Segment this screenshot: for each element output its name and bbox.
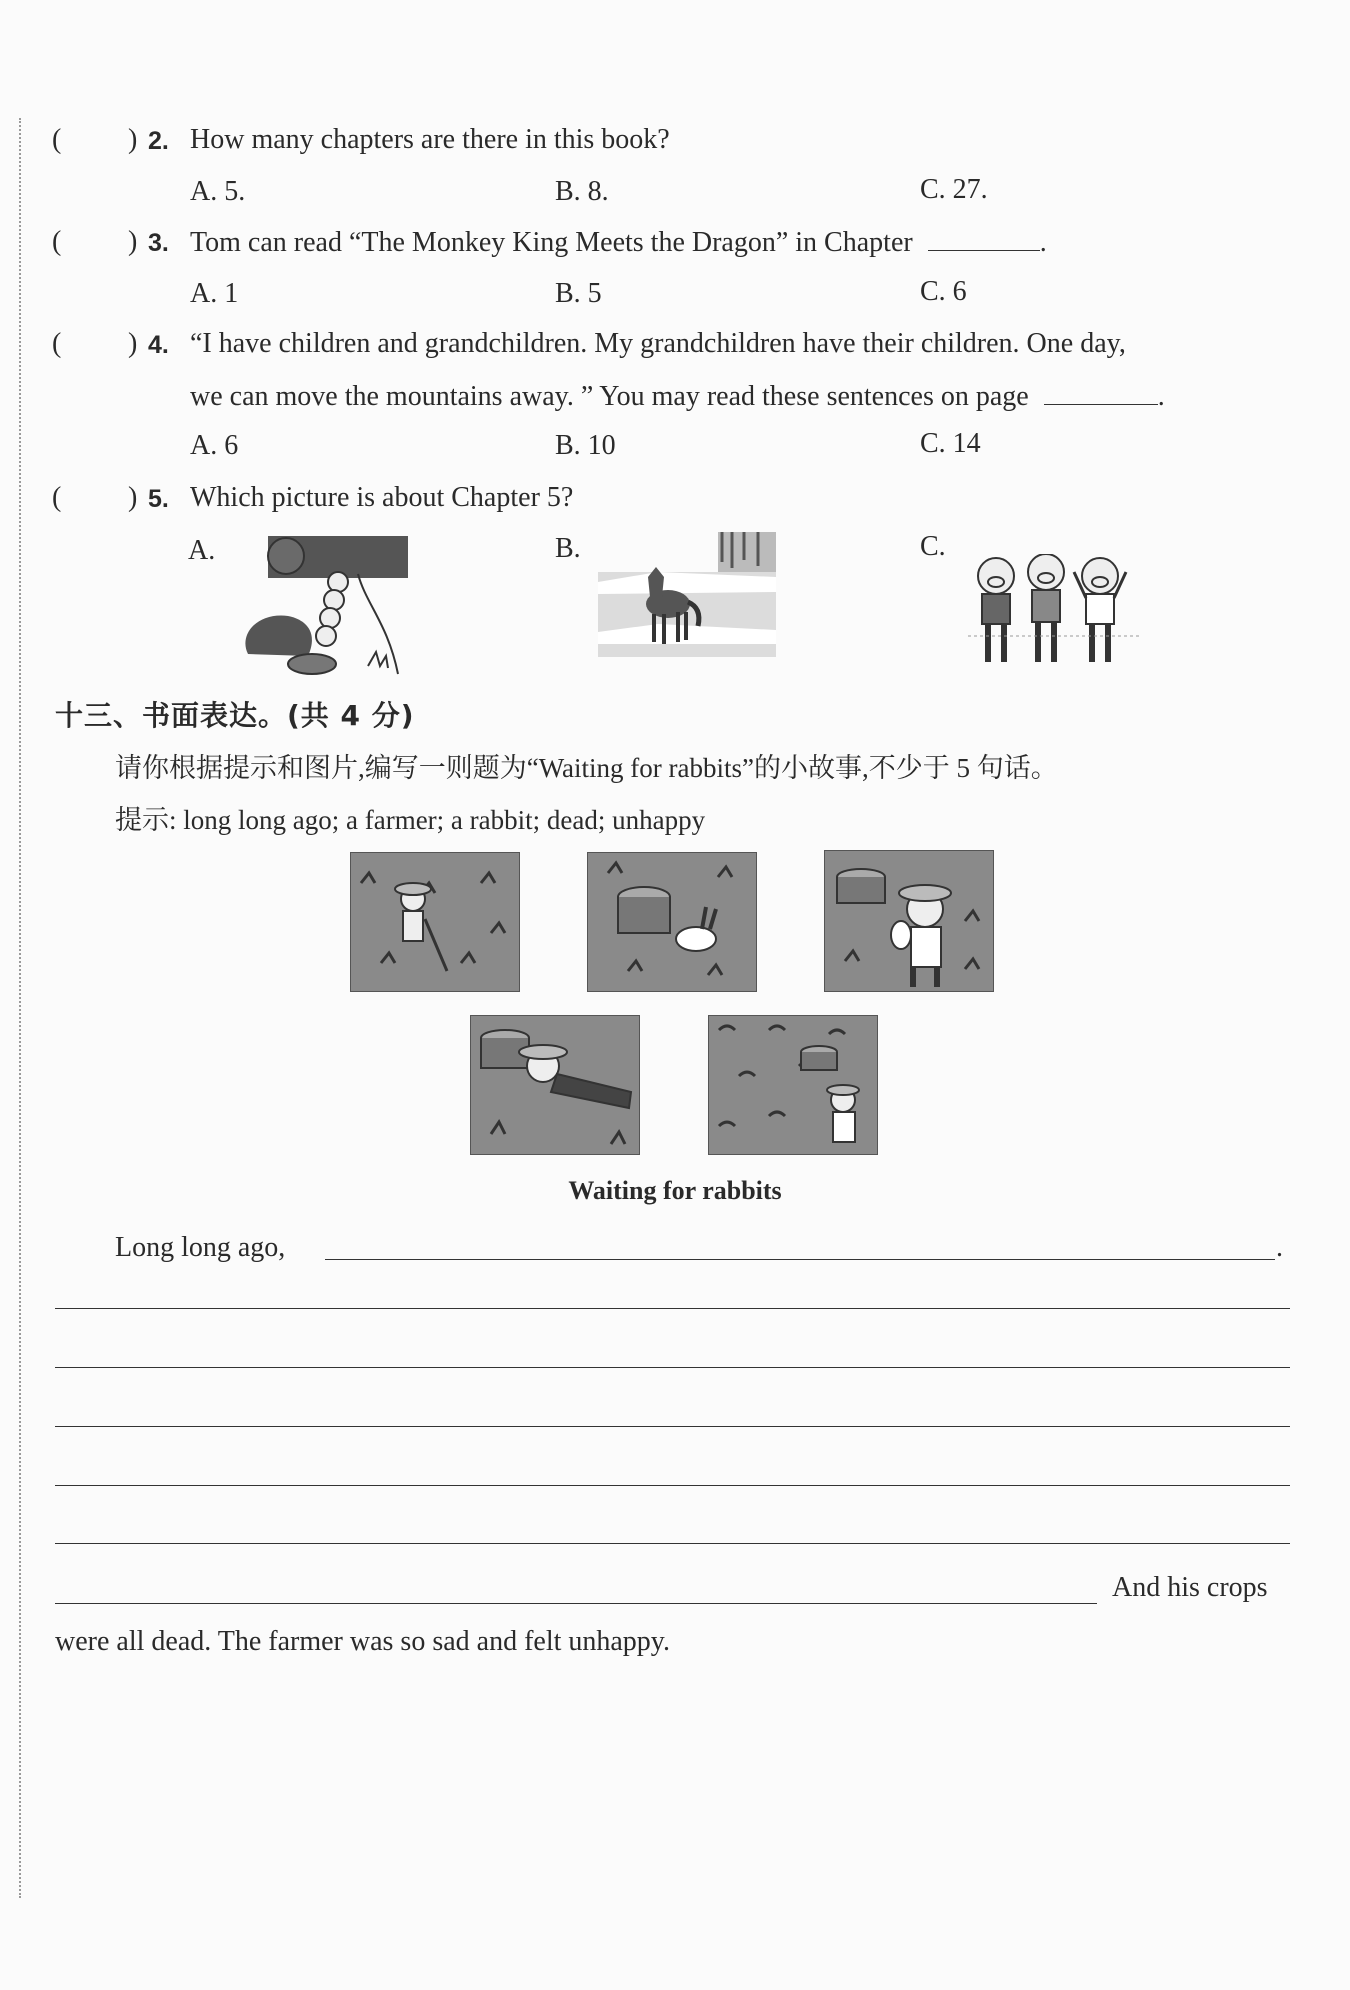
answer-paren-open: ( xyxy=(52,482,62,513)
option-c: C. 14 xyxy=(920,428,981,459)
story-picture-2 xyxy=(587,852,757,992)
story-line-end-text: And his crops xyxy=(1112,1572,1268,1603)
story-picture-1 xyxy=(350,852,520,992)
option-b: B. 8. xyxy=(555,176,609,207)
option-a-picture xyxy=(238,534,413,679)
question-text-wrap xyxy=(190,226,1047,259)
writing-line-4[interactable] xyxy=(55,1426,1290,1427)
answer-blank[interactable] xyxy=(1044,380,1158,405)
question-text: Tom can read “The Monkey King Meets the Dragon” in Chapter xyxy=(190,227,913,258)
writing-hint: 提示: long long ago; a farmer; a rabbit; dead; unhappy xyxy=(115,805,706,835)
answer-paren-close: ) xyxy=(128,124,138,155)
option-c: C. 6 xyxy=(920,276,967,307)
answer-paren-open: ( xyxy=(52,226,62,257)
answer-paren-close: ) xyxy=(128,226,138,257)
binding-margin-line xyxy=(19,118,21,1898)
question-text: Which picture is about Chapter 5? xyxy=(190,482,574,513)
sentence-end: . xyxy=(1039,227,1047,258)
writing-line-7[interactable] xyxy=(55,1603,1097,1604)
option-c: C. xyxy=(920,531,946,562)
writing-line-2[interactable] xyxy=(55,1308,1290,1309)
question-4-line-2 xyxy=(190,380,1165,413)
story-opening: Long long ago, xyxy=(115,1232,286,1263)
story-title: Waiting for rabbits xyxy=(568,1176,782,1205)
answer-paren-close: ) xyxy=(128,482,138,513)
writing-line-3[interactable] xyxy=(55,1367,1290,1368)
writing-line-6[interactable] xyxy=(55,1543,1290,1544)
option-a: A. 5. xyxy=(190,176,246,207)
writing-line-1[interactable] xyxy=(325,1259,1275,1260)
story-opening-end: . xyxy=(1276,1232,1283,1263)
option-b-picture xyxy=(598,532,776,662)
question-text-continued: we can move the mountains away. ” You may read these sentences on page xyxy=(190,381,1029,412)
question-text: How many chapters are there in this book? xyxy=(190,124,670,155)
story-closing: were all dead. The farmer was so sad and felt unhappy. xyxy=(55,1626,670,1657)
question-text: “I have children and grandchildren. My grandchildren have their children. One day, xyxy=(190,328,1126,359)
answer-paren-open: ( xyxy=(52,124,62,155)
question-number: 2. xyxy=(148,127,169,155)
writing-instruction: 请你根据提示和图片,编写一则题为“Waiting for rabbits”的小故事,不少于 5 句话。 xyxy=(115,753,1058,783)
question-number: 5. xyxy=(148,485,169,513)
story-picture-4 xyxy=(470,1015,640,1155)
answer-blank[interactable] xyxy=(928,226,1040,251)
writing-line-5[interactable] xyxy=(55,1485,1290,1486)
answer-paren-close: ) xyxy=(128,328,138,359)
option-c-picture xyxy=(968,554,1140,674)
option-b: B. 5 xyxy=(555,278,602,309)
question-number: 3. xyxy=(148,229,169,257)
option-a: A. 6 xyxy=(190,430,239,461)
option-a: A. 1 xyxy=(190,278,239,309)
option-c: C. 27. xyxy=(920,174,988,205)
option-b: B. 10 xyxy=(555,430,616,461)
option-a: A. xyxy=(188,535,216,566)
question-number: 4. xyxy=(148,331,169,359)
story-picture-5 xyxy=(708,1015,878,1155)
sentence-end: . xyxy=(1157,381,1165,412)
option-b: B. xyxy=(555,533,581,564)
section-heading: 十三、书面表达。(共 4 分) xyxy=(55,699,415,732)
story-picture-3 xyxy=(824,850,994,992)
answer-paren-open: ( xyxy=(52,328,62,359)
